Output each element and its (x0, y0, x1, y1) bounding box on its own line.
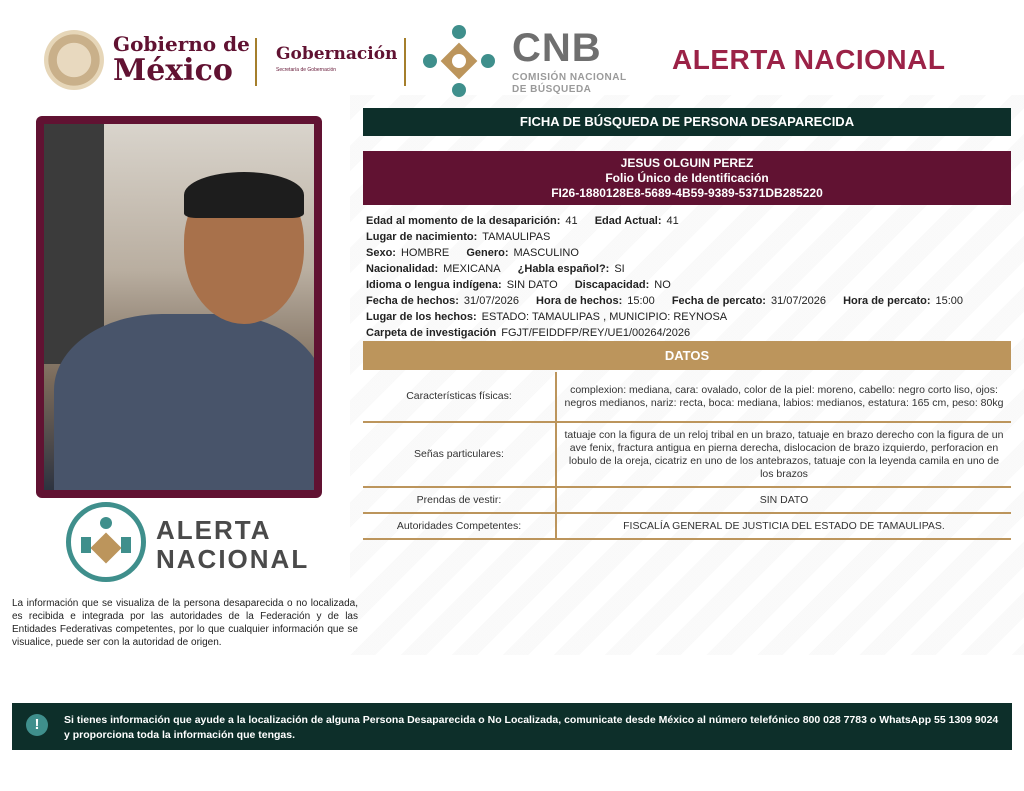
hora-percato-label: Hora de percato: (843, 295, 931, 307)
cnb-subtitle-1: COMISIÓN NACIONAL (512, 72, 627, 83)
fecha-percato-value: 31/07/2026 (770, 295, 827, 307)
datos-value: complexion: mediana, cara: ovalado, color de la piel: moreno, cabello: negro corto liso, ojos: negros medianos, nariz: recta, boca: mediana, labios: medianos, estatura: 165 cm, peso: 80kg (556, 372, 1011, 422)
contact-text: Si tienes información que ayude a la localización de alguna Persona Desaparecida o No Localizada, comunicate desde México al número telefónico 800 028 7783 o WhatsApp 55 1309 9024 y proporciona toda la información que tengas. (64, 714, 999, 741)
photo-door (44, 124, 104, 364)
alerta-nacional-wordmark (156, 516, 309, 573)
datos-label: Señas particulares: (363, 422, 556, 487)
carpeta-value: FGJT/FEIDDFP/REY/UE1/00264/2026 (501, 327, 691, 339)
table-row (363, 372, 1011, 422)
table-row (363, 487, 1011, 513)
info-row-idioma (366, 277, 977, 293)
hora-hechos-value: 15:00 (627, 295, 655, 307)
cnb-title: CNB (512, 26, 602, 70)
disclaimer-text: La información que se visualiza de la persona desaparecida o no localizada, es recibida e integrada por las autoridades de la Federación y de las Entidades Federativas competentes, por lo que cualquier información que se visualice, puede ser con la autoridad de origen. (12, 598, 358, 648)
espanol-value: SI (614, 263, 625, 275)
genero-value: MASCULINO (513, 247, 579, 259)
datos-label: Autoridades Competentes: (363, 513, 556, 539)
alerta-nacional-logo-icon (66, 502, 146, 582)
info-row-fechas (366, 293, 977, 309)
edad-desap-value: 41 (565, 215, 578, 227)
info-row-nacionalidad (366, 261, 977, 277)
datos-value: FISCALÍA GENERAL DE JUSTICIA DEL ESTADO DE TAMAULIPAS. (556, 513, 1011, 539)
datos-table (363, 372, 1011, 540)
discapacidad-label: Discapacidad: (574, 279, 650, 291)
cnb-wordmark (512, 28, 627, 95)
lugar-hechos-label: Lugar de los hechos: (366, 311, 477, 323)
gobernacion-logo (276, 44, 397, 73)
alert-icon: ! (26, 714, 48, 736)
person-name: JESUS OLGUIN PEREZ (620, 156, 754, 170)
person-info (366, 213, 977, 341)
lugar-hechos-value: ESTADO: TAMAULIPAS , MUNICIPIO: REYNOSA (481, 311, 728, 323)
person-name-box (363, 151, 1011, 205)
sexo-label: Sexo: (366, 247, 396, 259)
discapacidad-value: NO (654, 279, 671, 291)
fecha-hechos-label: Fecha de hechos: (366, 295, 459, 307)
info-row-sexo (366, 245, 977, 261)
fecha-percato-label: Fecha de percato: (671, 295, 766, 307)
fecha-hechos-value: 31/07/2026 (463, 295, 519, 307)
lugar-nac-value: TAMAULIPAS (482, 231, 551, 243)
gobernacion-subtitle: Secretaría de Gobernación (276, 67, 337, 73)
nacionalidad-label: Nacionalidad: (366, 263, 439, 275)
folio-value: FI26-1880128E8-5689-4B59-9389-5371DB285220 (551, 186, 823, 200)
datos-value: tatuaje con la figura de un reloj tribal en un brazo, tatuaje en brazo derecho con la figura de un ave fenix, fractura antigua en pierna derecha, dislocacion de brazo izquierdo, perforacion en lobulo de la oreja, cicatriz en uno de los antebrazos, tatuaje con la leyenda camila en uno de los brazos (556, 422, 1011, 487)
table-row (363, 513, 1011, 539)
datos-label: Prendas de vestir: (363, 487, 556, 513)
sexo-value: HOMBRE (400, 247, 450, 259)
lugar-nac-label: Lugar de nacimiento: (366, 231, 478, 243)
gobernacion-title: Gobernación (276, 44, 398, 64)
hora-hechos-label: Hora de hechos: (536, 295, 623, 307)
gobierno-de-mexico-logo (113, 34, 250, 86)
idioma-label: Idioma o lengua indígena: (366, 279, 502, 291)
edad-desap-label: Edad al momento de la desaparición: (366, 215, 561, 227)
nacional-word: NACIONAL (156, 543, 310, 574)
info-row-lugar-nac (366, 229, 977, 245)
datos-title-bar: DATOS (363, 341, 1011, 370)
alerta-nacional-title: ALERTA NACIONAL (672, 44, 946, 75)
alerta-word: ALERTA (156, 515, 272, 545)
edad-actual-value: 41 (666, 215, 679, 227)
genero-label: Genero: (466, 247, 509, 259)
datos-label: Características físicas: (363, 372, 556, 422)
cnb-logo-icon (420, 22, 498, 100)
espanol-label: ¿Habla español?: (517, 263, 610, 275)
info-row-carpeta (366, 325, 977, 341)
carpeta-label: Carpeta de investigación (366, 327, 497, 339)
gobierno-line1: Gobierno de (113, 32, 250, 56)
mexico-seal-icon (44, 30, 104, 90)
gobierno-line2: México (113, 53, 233, 88)
header-divider (255, 38, 257, 86)
info-row-lugar-hechos (366, 309, 977, 325)
ficha-title-bar: FICHA DE BÚSQUEDA DE PERSONA DESAPARECIDA (363, 108, 1011, 136)
person-photo (44, 124, 314, 490)
cnb-subtitle-2: DE BÚSQUEDA (512, 84, 592, 95)
photo-hair (184, 172, 304, 218)
table-row (363, 422, 1011, 487)
info-row-edad (366, 213, 977, 229)
contact-footer (12, 703, 1012, 750)
nacionalidad-value: MEXICANA (443, 263, 501, 275)
edad-actual-label: Edad Actual: (594, 215, 662, 227)
folio-label: Folio Único de Identificación (605, 171, 769, 185)
header-divider (404, 38, 406, 86)
datos-value: SIN DATO (556, 487, 1011, 513)
idioma-value: SIN DATO (506, 279, 558, 291)
hora-percato-value: 15:00 (935, 295, 964, 307)
photo-body (54, 314, 314, 490)
